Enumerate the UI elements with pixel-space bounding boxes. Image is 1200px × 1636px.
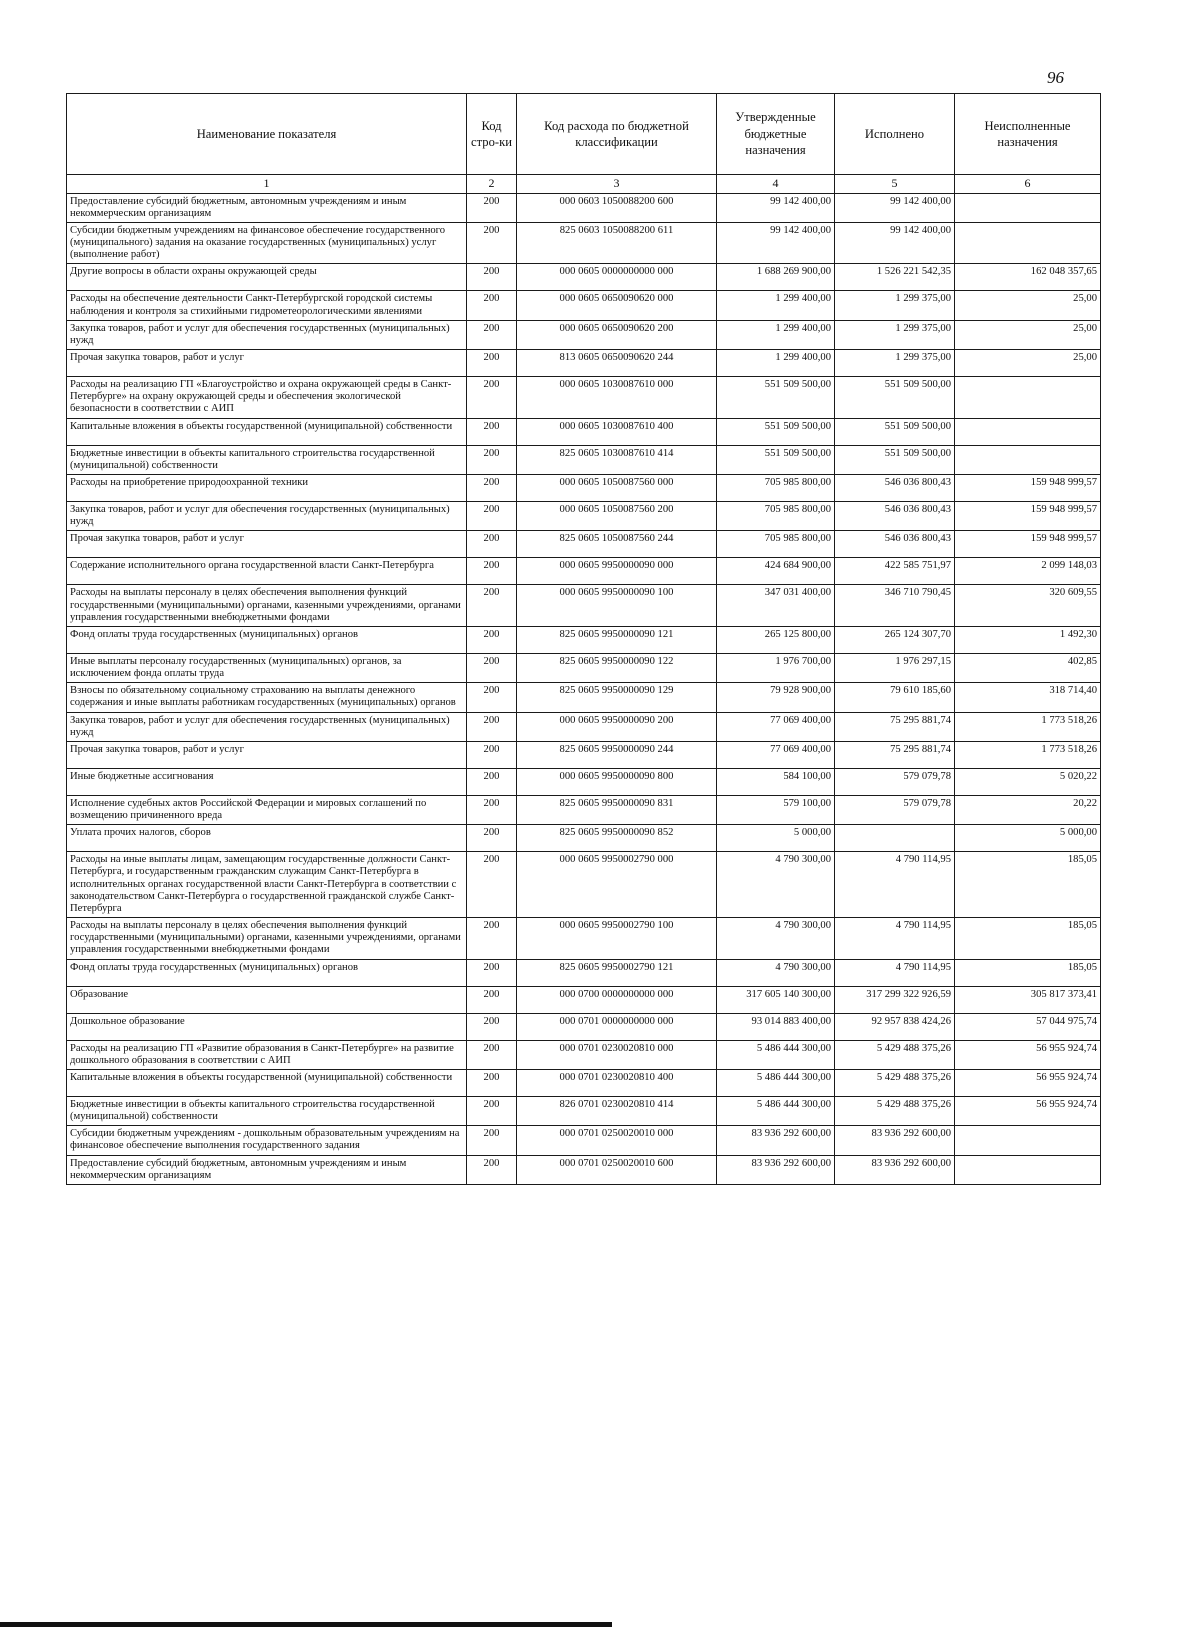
row-budget-code-cell: 000 0605 9950002790 000 [517,852,717,918]
table-row [67,222,1101,264]
column-number: 3 [517,175,717,194]
row-unexecuted-cell: 185,05 [955,918,1101,960]
row-approved-cell: 99 142 400,00 [717,193,835,222]
row-approved-cell: 5 000,00 [717,825,835,852]
row-unexecuted-cell: 305 817 373,41 [955,986,1101,1013]
row-unexecuted-cell: 162 048 357,65 [955,264,1101,291]
row-line-code-cell: 200 [467,626,517,653]
row-budget-code-cell: 000 0605 9950000090 100 [517,585,717,627]
row-budget-code-cell: 000 0701 0250020010 600 [517,1155,717,1184]
column-number: 5 [835,175,955,194]
row-approved-cell: 551 509 500,00 [717,418,835,445]
table-row [67,1069,1101,1096]
row-name-cell: Закупка товаров, работ и услуг для обеспечения государственных (муниципальных) нужд [67,712,467,741]
row-unexecuted-cell: 159 948 999,57 [955,475,1101,502]
row-name-cell: Иные выплаты персоналу государственных (муниципальных) органов, за исключением фонда оплаты труда [67,653,467,682]
table-row [67,502,1101,531]
row-name-cell: Закупка товаров, работ и услуг для обеспечения государственных (муниципальных) нужд [67,502,467,531]
row-executed-cell: 579 079,78 [835,795,955,824]
row-unexecuted-cell [955,1155,1101,1184]
row-unexecuted-cell [955,377,1101,419]
row-budget-code-cell: 000 0605 1050087560 200 [517,502,717,531]
row-executed-cell: 546 036 800,43 [835,502,955,531]
row-name-cell: Субсидии бюджетным учреждениям - дошкольным образовательным учреждениям на финансовое обеспечение выполнения государственного задания [67,1126,467,1155]
table-row [67,558,1101,585]
row-unexecuted-cell [955,222,1101,264]
row-name-cell: Содержание исполнительного органа государственной власти Санкт-Петербурга [67,558,467,585]
row-line-code-cell: 200 [467,350,517,377]
row-executed-cell: 83 936 292 600,00 [835,1126,955,1155]
row-executed-cell: 1 526 221 542,35 [835,264,955,291]
row-executed-cell: 1 299 375,00 [835,320,955,349]
row-line-code-cell: 200 [467,193,517,222]
row-approved-cell: 93 014 883 400,00 [717,1013,835,1040]
row-budget-code-cell: 825 0605 9950000090 129 [517,683,717,712]
row-unexecuted-cell: 56 955 924,74 [955,1096,1101,1125]
table-row [67,1126,1101,1155]
row-name-cell: Расходы на выплаты персоналу в целях обеспечения выполнения функций государственными (муниципальными) органами, казенными учреждениями, органами управления государственными внебюджетными фондами [67,918,467,960]
row-approved-cell: 79 928 900,00 [717,683,835,712]
row-executed-cell: 579 079,78 [835,768,955,795]
row-line-code-cell: 200 [467,1013,517,1040]
column-number-row [67,175,1101,194]
table-row [67,320,1101,349]
row-executed-cell: 1 299 375,00 [835,291,955,320]
row-approved-cell: 4 790 300,00 [717,852,835,918]
row-unexecuted-cell [955,445,1101,474]
row-approved-cell: 705 985 800,00 [717,502,835,531]
row-unexecuted-cell: 25,00 [955,350,1101,377]
row-executed-cell: 99 142 400,00 [835,193,955,222]
row-executed-cell [835,825,955,852]
row-unexecuted-cell: 159 948 999,57 [955,531,1101,558]
header-executed: Исполнено [835,94,955,175]
row-unexecuted-cell: 1 773 518,26 [955,741,1101,768]
header-unexecuted: Неисполненные назначения [955,94,1101,175]
row-unexecuted-cell: 25,00 [955,320,1101,349]
row-budget-code-cell: 825 0605 9950000090 122 [517,653,717,682]
row-budget-code-cell: 000 0605 0000000000 000 [517,264,717,291]
row-line-code-cell: 200 [467,475,517,502]
table-row [67,626,1101,653]
row-budget-code-cell: 825 0603 1050088200 611 [517,222,717,264]
row-approved-cell: 99 142 400,00 [717,222,835,264]
row-line-code-cell: 200 [467,918,517,960]
row-budget-code-cell: 000 0605 9950000090 800 [517,768,717,795]
row-unexecuted-cell: 318 714,40 [955,683,1101,712]
row-approved-cell: 4 790 300,00 [717,918,835,960]
row-budget-code-cell: 813 0605 0650090620 244 [517,350,717,377]
row-executed-cell: 546 036 800,43 [835,531,955,558]
row-unexecuted-cell: 57 044 975,74 [955,1013,1101,1040]
row-name-cell: Расходы на приобретение природоохранной техники [67,475,467,502]
row-budget-code-cell: 825 0605 9950000090 831 [517,795,717,824]
table-row [67,1040,1101,1069]
table-row [67,585,1101,627]
row-line-code-cell: 200 [467,531,517,558]
row-executed-cell: 4 790 114,95 [835,959,955,986]
row-unexecuted-cell: 1 773 518,26 [955,712,1101,741]
budget-execution-table [66,93,1101,1185]
row-line-code-cell: 200 [467,502,517,531]
row-unexecuted-cell: 20,22 [955,795,1101,824]
row-approved-cell: 424 684 900,00 [717,558,835,585]
row-name-cell: Субсидии бюджетным учреждениям на финансовое обеспечение государственного (муниципального) задания на оказание государственных (муниципальных) услуг (выполнение работ) [67,222,467,264]
row-unexecuted-cell: 159 948 999,57 [955,502,1101,531]
row-approved-cell: 4 790 300,00 [717,959,835,986]
table-header-row [67,94,1101,175]
row-name-cell: Фонд оплаты труда государственных (муниципальных) органов [67,959,467,986]
table-row [67,795,1101,824]
row-name-cell: Прочая закупка товаров, работ и услуг [67,741,467,768]
row-line-code-cell: 200 [467,291,517,320]
table-row [67,1096,1101,1125]
header-approved: Утвержденные бюджетные назначения [717,94,835,175]
row-executed-cell: 75 295 881,74 [835,741,955,768]
row-budget-code-cell: 000 0605 9950000090 000 [517,558,717,585]
row-unexecuted-cell: 56 955 924,74 [955,1069,1101,1096]
row-line-code-cell: 200 [467,852,517,918]
row-budget-code-cell: 000 0605 0650090620 000 [517,291,717,320]
row-executed-cell: 551 509 500,00 [835,377,955,419]
row-budget-code-cell: 000 0605 9950002790 100 [517,918,717,960]
row-name-cell: Дошкольное образование [67,1013,467,1040]
row-unexecuted-cell: 2 099 148,03 [955,558,1101,585]
row-approved-cell: 551 509 500,00 [717,377,835,419]
row-name-cell: Расходы на реализацию ГП «Благоустройство и охрана окружающей среды в Санкт-Петербурге» на охрану окружающей среды и обеспечения экологической безопасности в соответствии с АИП [67,377,467,419]
table-row [67,377,1101,419]
header-budget-code: Код расхода по бюджетной классификации [517,94,717,175]
column-number: 2 [467,175,517,194]
row-executed-cell: 1 976 297,15 [835,653,955,682]
table-row [67,291,1101,320]
row-line-code-cell: 200 [467,825,517,852]
row-approved-cell: 1 299 400,00 [717,320,835,349]
row-name-cell: Другие вопросы в области охраны окружающей среды [67,264,467,291]
row-name-cell: Исполнение судебных актов Российской Федерации и мировых соглашений по возмещению причиненного вреда [67,795,467,824]
row-unexecuted-cell: 1 492,30 [955,626,1101,653]
row-approved-cell: 265 125 800,00 [717,626,835,653]
table-row [67,350,1101,377]
row-name-cell: Бюджетные инвестиции в объекты капитального строительства государственной (муниципальной) собственности [67,445,467,474]
row-budget-code-cell: 000 0605 1030087610 000 [517,377,717,419]
row-name-cell: Уплата прочих налогов, сборов [67,825,467,852]
row-budget-code-cell: 825 0605 9950000090 852 [517,825,717,852]
table-row [67,193,1101,222]
row-executed-cell: 265 124 307,70 [835,626,955,653]
row-approved-cell: 5 486 444 300,00 [717,1040,835,1069]
row-name-cell: Расходы на реализацию ГП «Развитие образования в Санкт-Петербурге» на развитие дошкольного образования в соответствии с АИП [67,1040,467,1069]
row-unexecuted-cell: 320 609,55 [955,585,1101,627]
row-approved-cell: 551 509 500,00 [717,445,835,474]
row-executed-cell: 99 142 400,00 [835,222,955,264]
table-row [67,1013,1101,1040]
row-line-code-cell: 200 [467,264,517,291]
row-name-cell: Капитальные вложения в объекты государственной (муниципальной) собственности [67,1069,467,1096]
table-row [67,768,1101,795]
row-approved-cell: 584 100,00 [717,768,835,795]
row-budget-code-cell: 000 0701 0250020010 000 [517,1126,717,1155]
table-row [67,683,1101,712]
row-name-cell: Иные бюджетные ассигнования [67,768,467,795]
table-row [67,445,1101,474]
row-name-cell: Фонд оплаты труда государственных (муниципальных) органов [67,626,467,653]
row-executed-cell: 79 610 185,60 [835,683,955,712]
row-line-code-cell: 200 [467,320,517,349]
header-line-code: Код стро-ки [467,94,517,175]
row-executed-cell: 551 509 500,00 [835,418,955,445]
row-approved-cell: 579 100,00 [717,795,835,824]
row-approved-cell: 5 486 444 300,00 [717,1096,835,1125]
row-approved-cell: 83 936 292 600,00 [717,1126,835,1155]
row-name-cell: Закупка товаров, работ и услуг для обеспечения государственных (муниципальных) нужд [67,320,467,349]
table-row [67,986,1101,1013]
row-line-code-cell: 200 [467,222,517,264]
row-unexecuted-cell: 25,00 [955,291,1101,320]
row-executed-cell: 5 429 488 375,26 [835,1096,955,1125]
row-name-cell: Капитальные вложения в объекты государственной (муниципальной) собственности [67,418,467,445]
row-approved-cell: 1 299 400,00 [717,350,835,377]
row-line-code-cell: 200 [467,712,517,741]
row-line-code-cell: 200 [467,986,517,1013]
table-body [67,193,1101,1184]
row-unexecuted-cell: 56 955 924,74 [955,1040,1101,1069]
row-approved-cell: 83 936 292 600,00 [717,1155,835,1184]
row-line-code-cell: 200 [467,1096,517,1125]
row-budget-code-cell: 826 0701 0230020810 414 [517,1096,717,1125]
row-budget-code-cell: 000 0701 0230020810 400 [517,1069,717,1096]
row-name-cell: Образование [67,986,467,1013]
row-budget-code-cell: 825 0605 1050087560 244 [517,531,717,558]
row-name-cell: Прочая закупка товаров, работ и услуг [67,531,467,558]
row-approved-cell: 705 985 800,00 [717,531,835,558]
row-budget-code-cell: 000 0701 0000000000 000 [517,1013,717,1040]
row-budget-code-cell: 000 0605 9950000090 200 [517,712,717,741]
row-line-code-cell: 200 [467,418,517,445]
row-line-code-cell: 200 [467,558,517,585]
row-budget-code-cell: 000 0605 1050087560 000 [517,475,717,502]
row-executed-cell: 1 299 375,00 [835,350,955,377]
row-line-code-cell: 200 [467,653,517,682]
table-row [67,825,1101,852]
row-line-code-cell: 200 [467,959,517,986]
row-executed-cell: 92 957 838 424,26 [835,1013,955,1040]
column-number: 4 [717,175,835,194]
row-budget-code-cell: 000 0603 1050088200 600 [517,193,717,222]
row-line-code-cell: 200 [467,1040,517,1069]
table-row [67,852,1101,918]
row-line-code-cell: 200 [467,585,517,627]
row-budget-code-cell: 825 0605 9950000090 244 [517,741,717,768]
row-unexecuted-cell [955,1126,1101,1155]
column-number: 1 [67,175,467,194]
table-row [67,475,1101,502]
row-executed-cell: 317 299 322 926,59 [835,986,955,1013]
row-approved-cell: 347 031 400,00 [717,585,835,627]
row-budget-code-cell: 825 0605 9950000090 121 [517,626,717,653]
row-executed-cell: 546 036 800,43 [835,475,955,502]
row-unexecuted-cell: 185,05 [955,852,1101,918]
row-budget-code-cell: 000 0701 0230020810 000 [517,1040,717,1069]
row-line-code-cell: 200 [467,795,517,824]
row-name-cell: Расходы на иные выплаты лицам, замещающим государственные должности Санкт-Петербурга, и государственным гражданским служащим Санкт-Петербурга в исполнительных органах государственной власти Санкт-Петербурга в соответствии с законодательством Санкт-Петербурга о государственной гражданской службе Санкт-Петербурга [67,852,467,918]
table-row [67,712,1101,741]
row-budget-code-cell: 825 0605 9950002790 121 [517,959,717,986]
row-line-code-cell: 200 [467,1155,517,1184]
row-unexecuted-cell: 5 020,22 [955,768,1101,795]
table-row [67,918,1101,960]
row-approved-cell: 705 985 800,00 [717,475,835,502]
row-unexecuted-cell [955,193,1101,222]
row-approved-cell: 5 486 444 300,00 [717,1069,835,1096]
row-unexecuted-cell [955,418,1101,445]
row-approved-cell: 1 976 700,00 [717,653,835,682]
row-executed-cell: 551 509 500,00 [835,445,955,474]
row-name-cell: Взносы по обязательному социальному страхованию на выплаты денежного содержания и иные выплаты работникам государственных (муниципальных) органов [67,683,467,712]
row-unexecuted-cell: 5 000,00 [955,825,1101,852]
scan-edge-rule [0,1622,612,1627]
row-name-cell: Предоставление субсидий бюджетным, автономным учреждениям и иным некоммерческим организациям [67,193,467,222]
row-executed-cell: 5 429 488 375,26 [835,1069,955,1096]
row-line-code-cell: 200 [467,445,517,474]
row-name-cell: Прочая закупка товаров, работ и услуг [67,350,467,377]
header-name: Наименование показателя [67,94,467,175]
table-row [67,531,1101,558]
row-approved-cell: 317 605 140 300,00 [717,986,835,1013]
row-line-code-cell: 200 [467,741,517,768]
table-row [67,959,1101,986]
row-name-cell: Предоставление субсидий бюджетным, автономным учреждениям и иным некоммерческим организациям [67,1155,467,1184]
table-row [67,264,1101,291]
row-name-cell: Расходы на выплаты персоналу в целях обеспечения выполнения функций государственными (муниципальными) органами, казенными учреждениями, органами управления государственными внебюджетными фондами [67,585,467,627]
table-row [67,653,1101,682]
page-number: 96 [1047,68,1064,87]
row-approved-cell: 77 069 400,00 [717,712,835,741]
row-budget-code-cell: 825 0605 1030087610 414 [517,445,717,474]
row-executed-cell: 4 790 114,95 [835,918,955,960]
row-unexecuted-cell: 402,85 [955,653,1101,682]
row-budget-code-cell: 000 0700 0000000000 000 [517,986,717,1013]
row-line-code-cell: 200 [467,377,517,419]
row-executed-cell: 346 710 790,45 [835,585,955,627]
row-name-cell: Бюджетные инвестиции в объекты капитального строительства государственной (муниципальной) собственности [67,1096,467,1125]
row-executed-cell: 422 585 751,97 [835,558,955,585]
row-line-code-cell: 200 [467,1126,517,1155]
row-executed-cell: 4 790 114,95 [835,852,955,918]
row-executed-cell: 75 295 881,74 [835,712,955,741]
row-line-code-cell: 200 [467,768,517,795]
row-line-code-cell: 200 [467,683,517,712]
table-row [67,1155,1101,1184]
row-approved-cell: 1 299 400,00 [717,291,835,320]
row-unexecuted-cell: 185,05 [955,959,1101,986]
row-line-code-cell: 200 [467,1069,517,1096]
row-budget-code-cell: 000 0605 1030087610 400 [517,418,717,445]
table-row [67,741,1101,768]
row-approved-cell: 1 688 269 900,00 [717,264,835,291]
row-executed-cell: 83 936 292 600,00 [835,1155,955,1184]
column-number: 6 [955,175,1101,194]
row-approved-cell: 77 069 400,00 [717,741,835,768]
table-row [67,418,1101,445]
row-name-cell: Расходы на обеспечение деятельности Санкт-Петербургской городской системы наблюдения и контроля за стихийными гидрометеорологическими явлениями [67,291,467,320]
row-budget-code-cell: 000 0605 0650090620 200 [517,320,717,349]
row-executed-cell: 5 429 488 375,26 [835,1040,955,1069]
